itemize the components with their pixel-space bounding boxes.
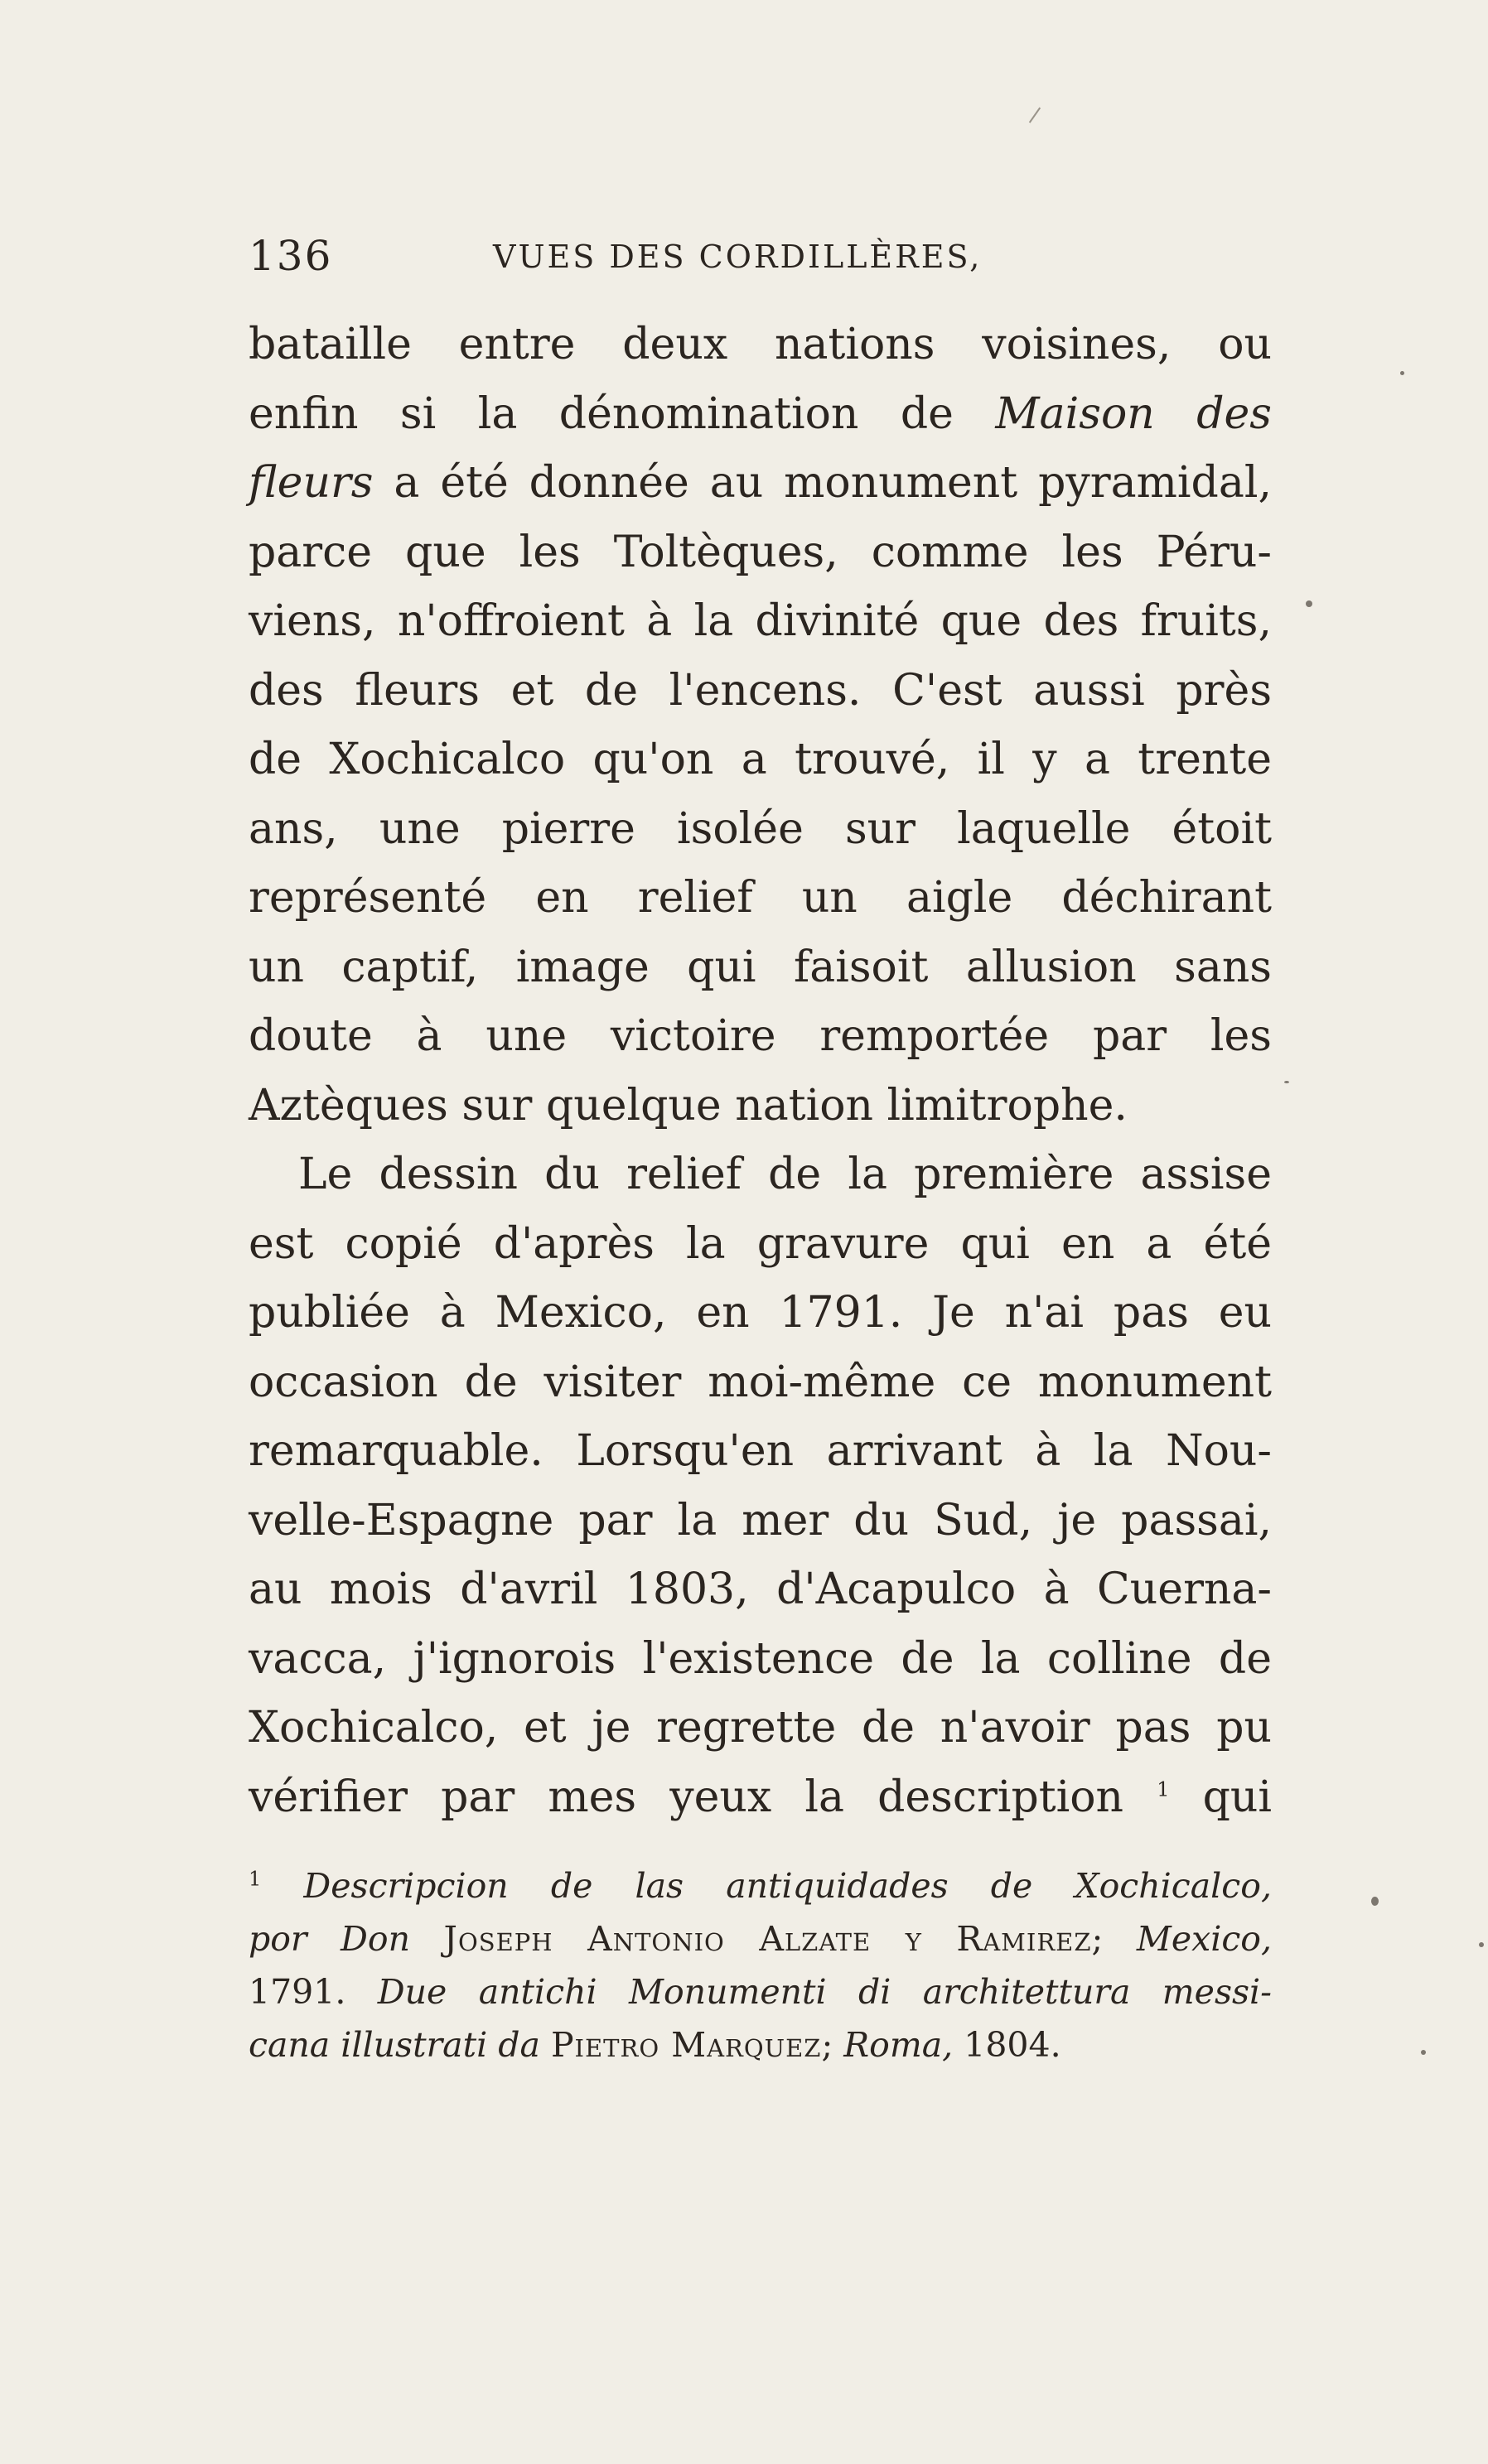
text-line: doute à une victoire remportée par les: [249, 1011, 1272, 1061]
author-name: Pietro Marquez: [550, 2025, 822, 2065]
paper-speck: [1284, 1081, 1289, 1083]
text-line: velle-Espagne par la mer du Sud, je passai,: [249, 1495, 1272, 1545]
footnote-line: 1791. Due antichi Monumenti di architettura messi-: [249, 1972, 1272, 2012]
running-title: VUES DES CORDILLÈRES,: [493, 239, 983, 275]
footnote-line: por Don Joseph Antonio Alzate y Ramirez; Mexico,: [249, 1919, 1272, 1959]
text-line: occasion de visiter moi-même ce monument: [249, 1357, 1272, 1407]
footnote-line: [249, 1859, 1272, 1912]
text-line: publiée à Mexico, en 1791. Je n'ai pas eu: [249, 1288, 1272, 1338]
footnote-marker: 1: [249, 1867, 262, 1891]
text-line: au mois d'avril 1803, d'Acapulco à Cuerna-: [249, 1565, 1272, 1614]
footnote-ref: 1: [1157, 1777, 1170, 1801]
text-line: bataille entre deux nations voisines, ou: [249, 320, 1272, 369]
footnote-line: cana illustrati da Pietro Marquez; Roma, 1804.: [249, 2025, 1061, 2065]
text-line: représenté en relief un aigle déchirant: [249, 873, 1272, 923]
text-line: viens, n'offroient à la divinité que des fruits,: [249, 596, 1272, 646]
text-line: vacca, j'ignorois l'existence de la colline de: [249, 1633, 1272, 1684]
page-header: [249, 232, 1276, 298]
text-line: [249, 449, 1272, 518]
text-segment: a été donnée au monument pyramidal,: [373, 458, 1272, 508]
text-line: Aztèques sur quelque nation limitrophe.: [249, 1080, 1128, 1131]
text-line: [249, 380, 1272, 450]
footnote: [249, 1859, 1272, 2071]
text-segment: vérifier par mes yeux la description: [249, 1772, 1157, 1822]
text-segment: enfin si la dénomination de: [249, 388, 996, 439]
paper-speck: [1421, 2050, 1426, 2055]
page-mark: [1029, 107, 1041, 123]
text-line: est copié d'après la gravure qui en a été: [249, 1218, 1272, 1269]
text-line: [249, 1763, 1272, 1833]
paper-speck: [1400, 371, 1404, 375]
page-number: 136: [249, 232, 333, 280]
paper-speck: [1306, 600, 1312, 607]
text-line: ans, une pierre isolée sur laquelle étoit: [249, 803, 1272, 854]
text-line: Le dessin du relief de la première assise: [298, 1150, 1272, 1199]
text-line: des fleurs et de l'encens. C'est aussi près: [249, 665, 1272, 716]
paper-speck: [1479, 1942, 1484, 1947]
text-line: parce que les Toltèques, comme les Péru-: [249, 527, 1272, 577]
text-segment: qui: [1169, 1772, 1272, 1822]
text-segment: Descripcion de las antiquidades de Xochicalco,: [303, 1866, 1272, 1906]
author-name: Joseph Antonio Alzate y Ramirez: [443, 1919, 1092, 1959]
italic-phrase: Maison des: [995, 388, 1272, 439]
text-line: de Xochicalco qu'on a trouvé, il y a trente: [249, 735, 1272, 784]
text-line: remarquable. Lorsqu'en arrivant à la Nou-: [249, 1426, 1272, 1476]
italic-phrase: fleurs: [249, 458, 374, 508]
paper-speck: [1371, 1897, 1379, 1906]
text-line: un captif, image qui faisoit allusion sans: [249, 942, 1272, 992]
text-line: Xochicalco, et je regrette de n'avoir pas pu: [249, 1703, 1272, 1753]
body-text: [249, 311, 1272, 1832]
